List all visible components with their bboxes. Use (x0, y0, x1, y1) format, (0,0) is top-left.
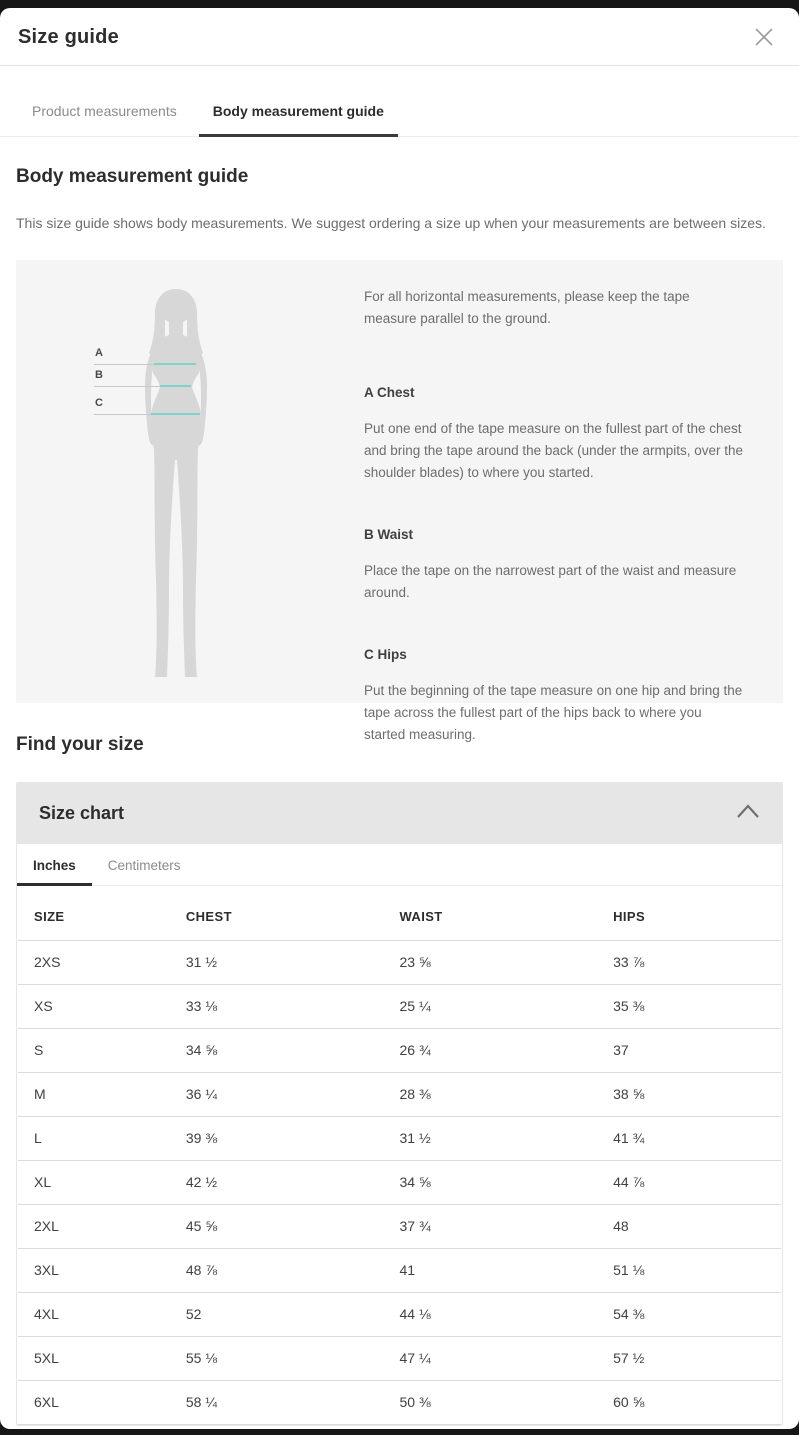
table-row (18, 1073, 781, 1117)
cell-chest: 55 ⅛ (186, 1337, 400, 1381)
section-description: This size guide shows body measurements. We suggest ordering a size up when your measurements are between sizes. (16, 215, 766, 231)
waist-instruction (364, 527, 743, 603)
size-chart-accordion (16, 782, 783, 1426)
cell-chest: 48 ⅞ (186, 1249, 400, 1293)
table-row (18, 1117, 781, 1161)
cell-size: S (18, 1029, 186, 1073)
modal-header (0, 8, 799, 66)
find-your-size-heading: Find your size (16, 734, 144, 756)
modal-title: Size guide (18, 25, 119, 48)
cell-chest: 31 ½ (186, 941, 400, 985)
cell-chest: 34 ⅝ (186, 1029, 400, 1073)
close-button[interactable] (749, 22, 779, 52)
cell-waist: 26 ¾ (399, 1029, 613, 1073)
chest-instruction (364, 385, 743, 483)
table-header-row (18, 886, 781, 941)
cell-size: M (18, 1073, 186, 1117)
cell-hips: 54 ⅜ (613, 1293, 781, 1337)
marker-a-label: A (95, 347, 103, 360)
marker-c-line (94, 414, 200, 415)
marker-b-label: B (95, 369, 103, 382)
cell-size: L (18, 1117, 186, 1161)
chest-instruction-title: A Chest (364, 385, 415, 401)
cell-waist: 31 ½ (399, 1117, 613, 1161)
size-chart-header[interactable] (17, 783, 782, 844)
table-row (18, 1337, 781, 1381)
table-row (18, 1381, 781, 1425)
table-row (18, 1249, 781, 1293)
table-row (18, 1161, 781, 1205)
chevron-up-icon (736, 804, 760, 824)
cell-waist: 50 ⅜ (399, 1381, 613, 1425)
cell-waist: 23 ⅝ (399, 941, 613, 985)
marker-a-line (94, 364, 196, 365)
tab-inches[interactable]: Inches (17, 844, 92, 886)
cell-chest: 58 ¼ (186, 1381, 400, 1425)
cell-size: XS (18, 985, 186, 1029)
guide-instructions (346, 260, 783, 742)
tab-body-measurement-guide[interactable]: Body measurement guide (199, 93, 398, 137)
guide-intro-text: For all horizontal measurements, please keep the tape measure parallel to the ground. (364, 289, 690, 326)
cell-chest: 45 ⅝ (186, 1205, 400, 1249)
cell-size: 3XL (18, 1249, 186, 1293)
hips-instruction-text: Put the beginning of the tape measure on one hip and bring the tape across the fullest part of the hips back to where you started measuring. (364, 683, 743, 742)
size-guide-modal (0, 8, 799, 1429)
cell-size: 2XL (18, 1205, 186, 1249)
body-figure-area (16, 260, 346, 703)
cell-size: 6XL (18, 1381, 186, 1425)
table-row (18, 1293, 781, 1337)
cell-hips: 37 (613, 1029, 781, 1073)
chest-instruction-text: Put one end of the tape measure on the fullest part of the chest and bring the tape around the back (under the armpits, over the shoulder blades) to where you started. (364, 421, 743, 480)
hips-instruction-title: C Hips (364, 647, 407, 663)
cell-chest: 36 ¼ (186, 1073, 400, 1117)
measurement-guide-panel (16, 260, 783, 742)
cell-hips: 41 ¾ (613, 1117, 781, 1161)
column-header-hips: HIPS (613, 886, 781, 941)
close-icon (753, 36, 775, 51)
marker-c-label: C (95, 397, 103, 410)
cell-waist: 44 ⅛ (399, 1293, 613, 1337)
cell-chest: 52 (186, 1293, 400, 1337)
cell-hips: 38 ⅝ (613, 1073, 781, 1117)
waist-instruction-text: Place the tape on the narrowest part of the waist and measure around. (364, 563, 737, 600)
table-row (18, 1029, 781, 1073)
column-header-chest: CHEST (186, 886, 400, 941)
unit-tabs (17, 844, 782, 886)
cell-size: 4XL (18, 1293, 186, 1337)
column-header-size: SIZE (18, 886, 186, 941)
hips-instruction (364, 647, 743, 745)
table-row (18, 941, 781, 985)
cell-hips: 51 ⅛ (613, 1249, 781, 1293)
cell-waist: 47 ¼ (399, 1337, 613, 1381)
cell-waist: 41 (399, 1249, 613, 1293)
size-chart-title: Size chart (39, 803, 125, 824)
cell-waist: 37 ¾ (399, 1205, 613, 1249)
cell-waist: 25 ¼ (399, 985, 613, 1029)
chest-measure-line (154, 363, 196, 365)
cell-waist: 28 ⅜ (399, 1073, 613, 1117)
cell-hips: 60 ⅝ (613, 1381, 781, 1425)
cell-size: 5XL (18, 1337, 186, 1381)
cell-chest: 33 ⅛ (186, 985, 400, 1029)
tab-product-measurements[interactable]: Product measurements (18, 93, 191, 137)
marker-b-line (94, 386, 191, 387)
cell-hips: 35 ⅜ (613, 985, 781, 1029)
waist-measure-line (160, 385, 191, 387)
table-row (18, 985, 781, 1029)
cell-size: XL (18, 1161, 186, 1205)
size-table (18, 886, 781, 1425)
cell-chest: 42 ½ (186, 1161, 400, 1205)
waist-instruction-title: B Waist (364, 527, 414, 543)
size-table-body (18, 941, 781, 1425)
cell-hips: 44 ⅞ (613, 1161, 781, 1205)
page-title: Body measurement guide (16, 166, 249, 187)
cell-hips: 48 (613, 1205, 781, 1249)
tab-centimeters[interactable]: Centimeters (92, 844, 197, 886)
cell-waist: 34 ⅝ (399, 1161, 613, 1205)
column-header-waist: WAIST (399, 886, 613, 941)
cell-size: 2XS (18, 941, 186, 985)
main-tabs (0, 93, 799, 137)
cell-chest: 39 ⅜ (186, 1117, 400, 1161)
cell-hips: 33 ⅞ (613, 941, 781, 985)
table-row (18, 1205, 781, 1249)
hips-measure-line (151, 413, 200, 415)
cell-hips: 57 ½ (613, 1337, 781, 1381)
